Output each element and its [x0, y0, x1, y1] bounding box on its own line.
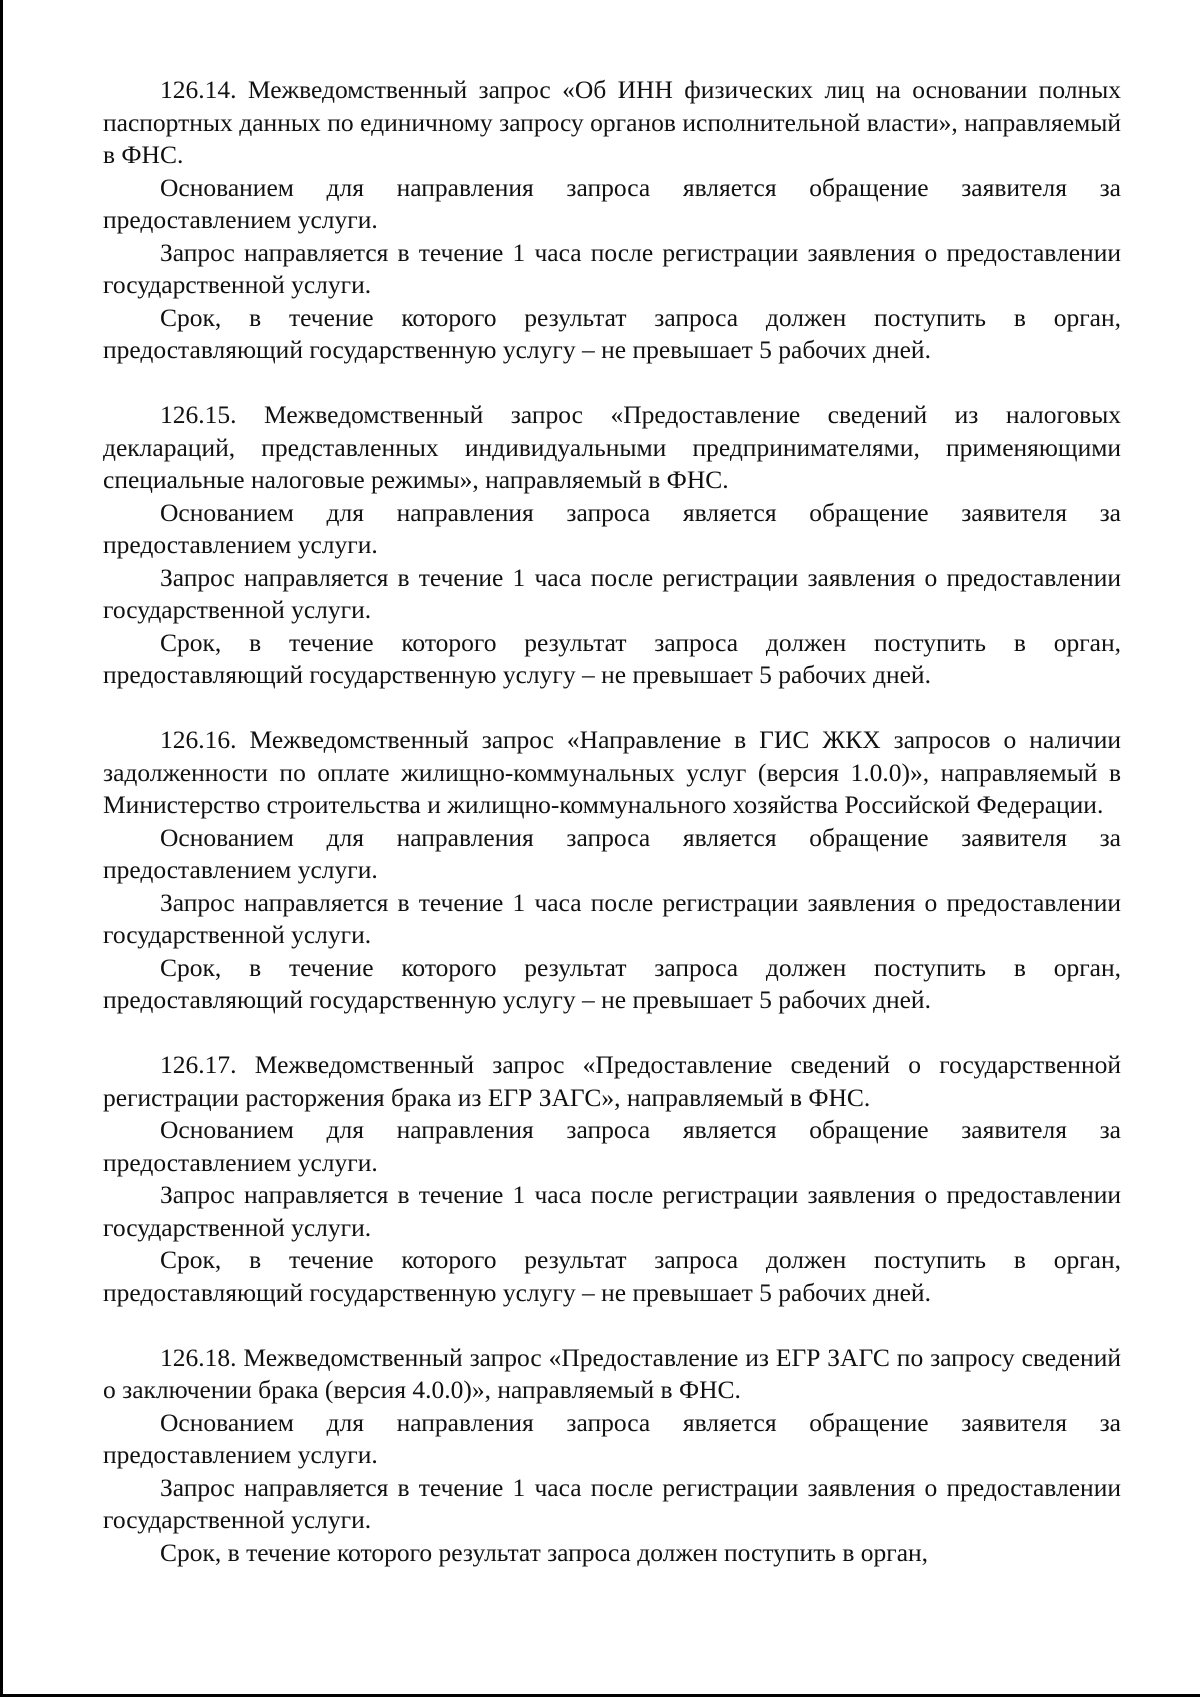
- section-heading: 126.15. Межведомственный запрос «Предоставление сведений из налоговых деклараций, представленных индивидуальными предпринимателями, применяющими специальные налоговые режимы», направляемый в ФНС.: [103, 400, 1121, 494]
- section-term: Срок, в течение которого результат запроса должен поступить в орган, предоставляющий государственную услугу – не превышает 5 рабочих дней.: [103, 627, 1121, 689]
- section-basis: Основанием для направления запроса является обращение заявителя за предоставлением услуги.: [103, 172, 1121, 234]
- section-126-16: [103, 724, 1121, 1017]
- section-heading: 126.16. Межведомственный запрос «Направление в ГИС ЖКХ запросов о наличии задолженности по оплате жилищно-коммунальных услуг (версия 1.0.0)», направляемый в Министерство строительства и жилищно-коммунального хозяйства Российской Федерации.: [103, 725, 1121, 819]
- section-term: Срок, в течение которого результат запроса должен поступить в орган, предоставляющий государственную услугу – не превышает 5 рабочих дней.: [103, 1245, 1121, 1307]
- section-basis: Основанием для направления запроса является обращение заявителя за предоставлением услуги.: [103, 497, 1121, 559]
- section-basis: Основанием для направления запроса является обращение заявителя за предоставлением услуги.: [103, 1407, 1121, 1469]
- section-timing: Запрос направляется в течение 1 часа после регистрации заявления о предоставлении государственной услуги.: [103, 887, 1121, 949]
- section-126-15: [103, 399, 1121, 692]
- section-heading: 126.18. Межведомственный запрос «Предоставление из ЕГР ЗАГС по запросу сведений о заключении брака (версия 4.0.0)», направляемый в ФНС.: [103, 1342, 1121, 1404]
- section-heading: 126.14. Межведомственный запрос «Об ИНН физических лиц на основании полных паспортных данных по единичному запросу органов исполнительной власти», направляемый в ФНС.: [103, 75, 1121, 169]
- section-126-17: [103, 1049, 1121, 1309]
- section-timing: Запрос направляется в течение 1 часа после регистрации заявления о предоставлении государственной услуги.: [103, 562, 1121, 624]
- document-body: [103, 74, 1121, 1602]
- section-term: Срок, в течение которого результат запроса должен поступить в орган, предоставляющий государственную услугу – не превышает 5 рабочих дней.: [103, 952, 1121, 1014]
- section-term: Срок, в течение которого результат запроса должен поступить в орган, предоставляющий государственную услугу – не превышает 5 рабочих дней.: [103, 302, 1121, 364]
- section-timing: Запрос направляется в течение 1 часа после регистрации заявления о предоставлении государственной услуги.: [103, 237, 1121, 299]
- section-basis: Основанием для направления запроса является обращение заявителя за предоставлением услуги.: [103, 1115, 1121, 1177]
- section-timing: Запрос направляется в течение 1 часа после регистрации заявления о предоставлении государственной услуги.: [103, 1180, 1121, 1242]
- section-term: Срок, в течение которого результат запроса должен поступить в орган,: [160, 1537, 929, 1567]
- section-126-18: [103, 1342, 1121, 1570]
- section-heading: 126.17. Межведомственный запрос «Предоставление сведений о государственной регистрации расторжения брака из ЕГР ЗАГС», направляемый в ФНС.: [103, 1050, 1121, 1112]
- section-126-14: [103, 74, 1121, 367]
- section-basis: Основанием для направления запроса является обращение заявителя за предоставлением услуги.: [103, 822, 1121, 884]
- section-timing: Запрос направляется в течение 1 часа после регистрации заявления о предоставлении государственной услуги.: [103, 1472, 1121, 1534]
